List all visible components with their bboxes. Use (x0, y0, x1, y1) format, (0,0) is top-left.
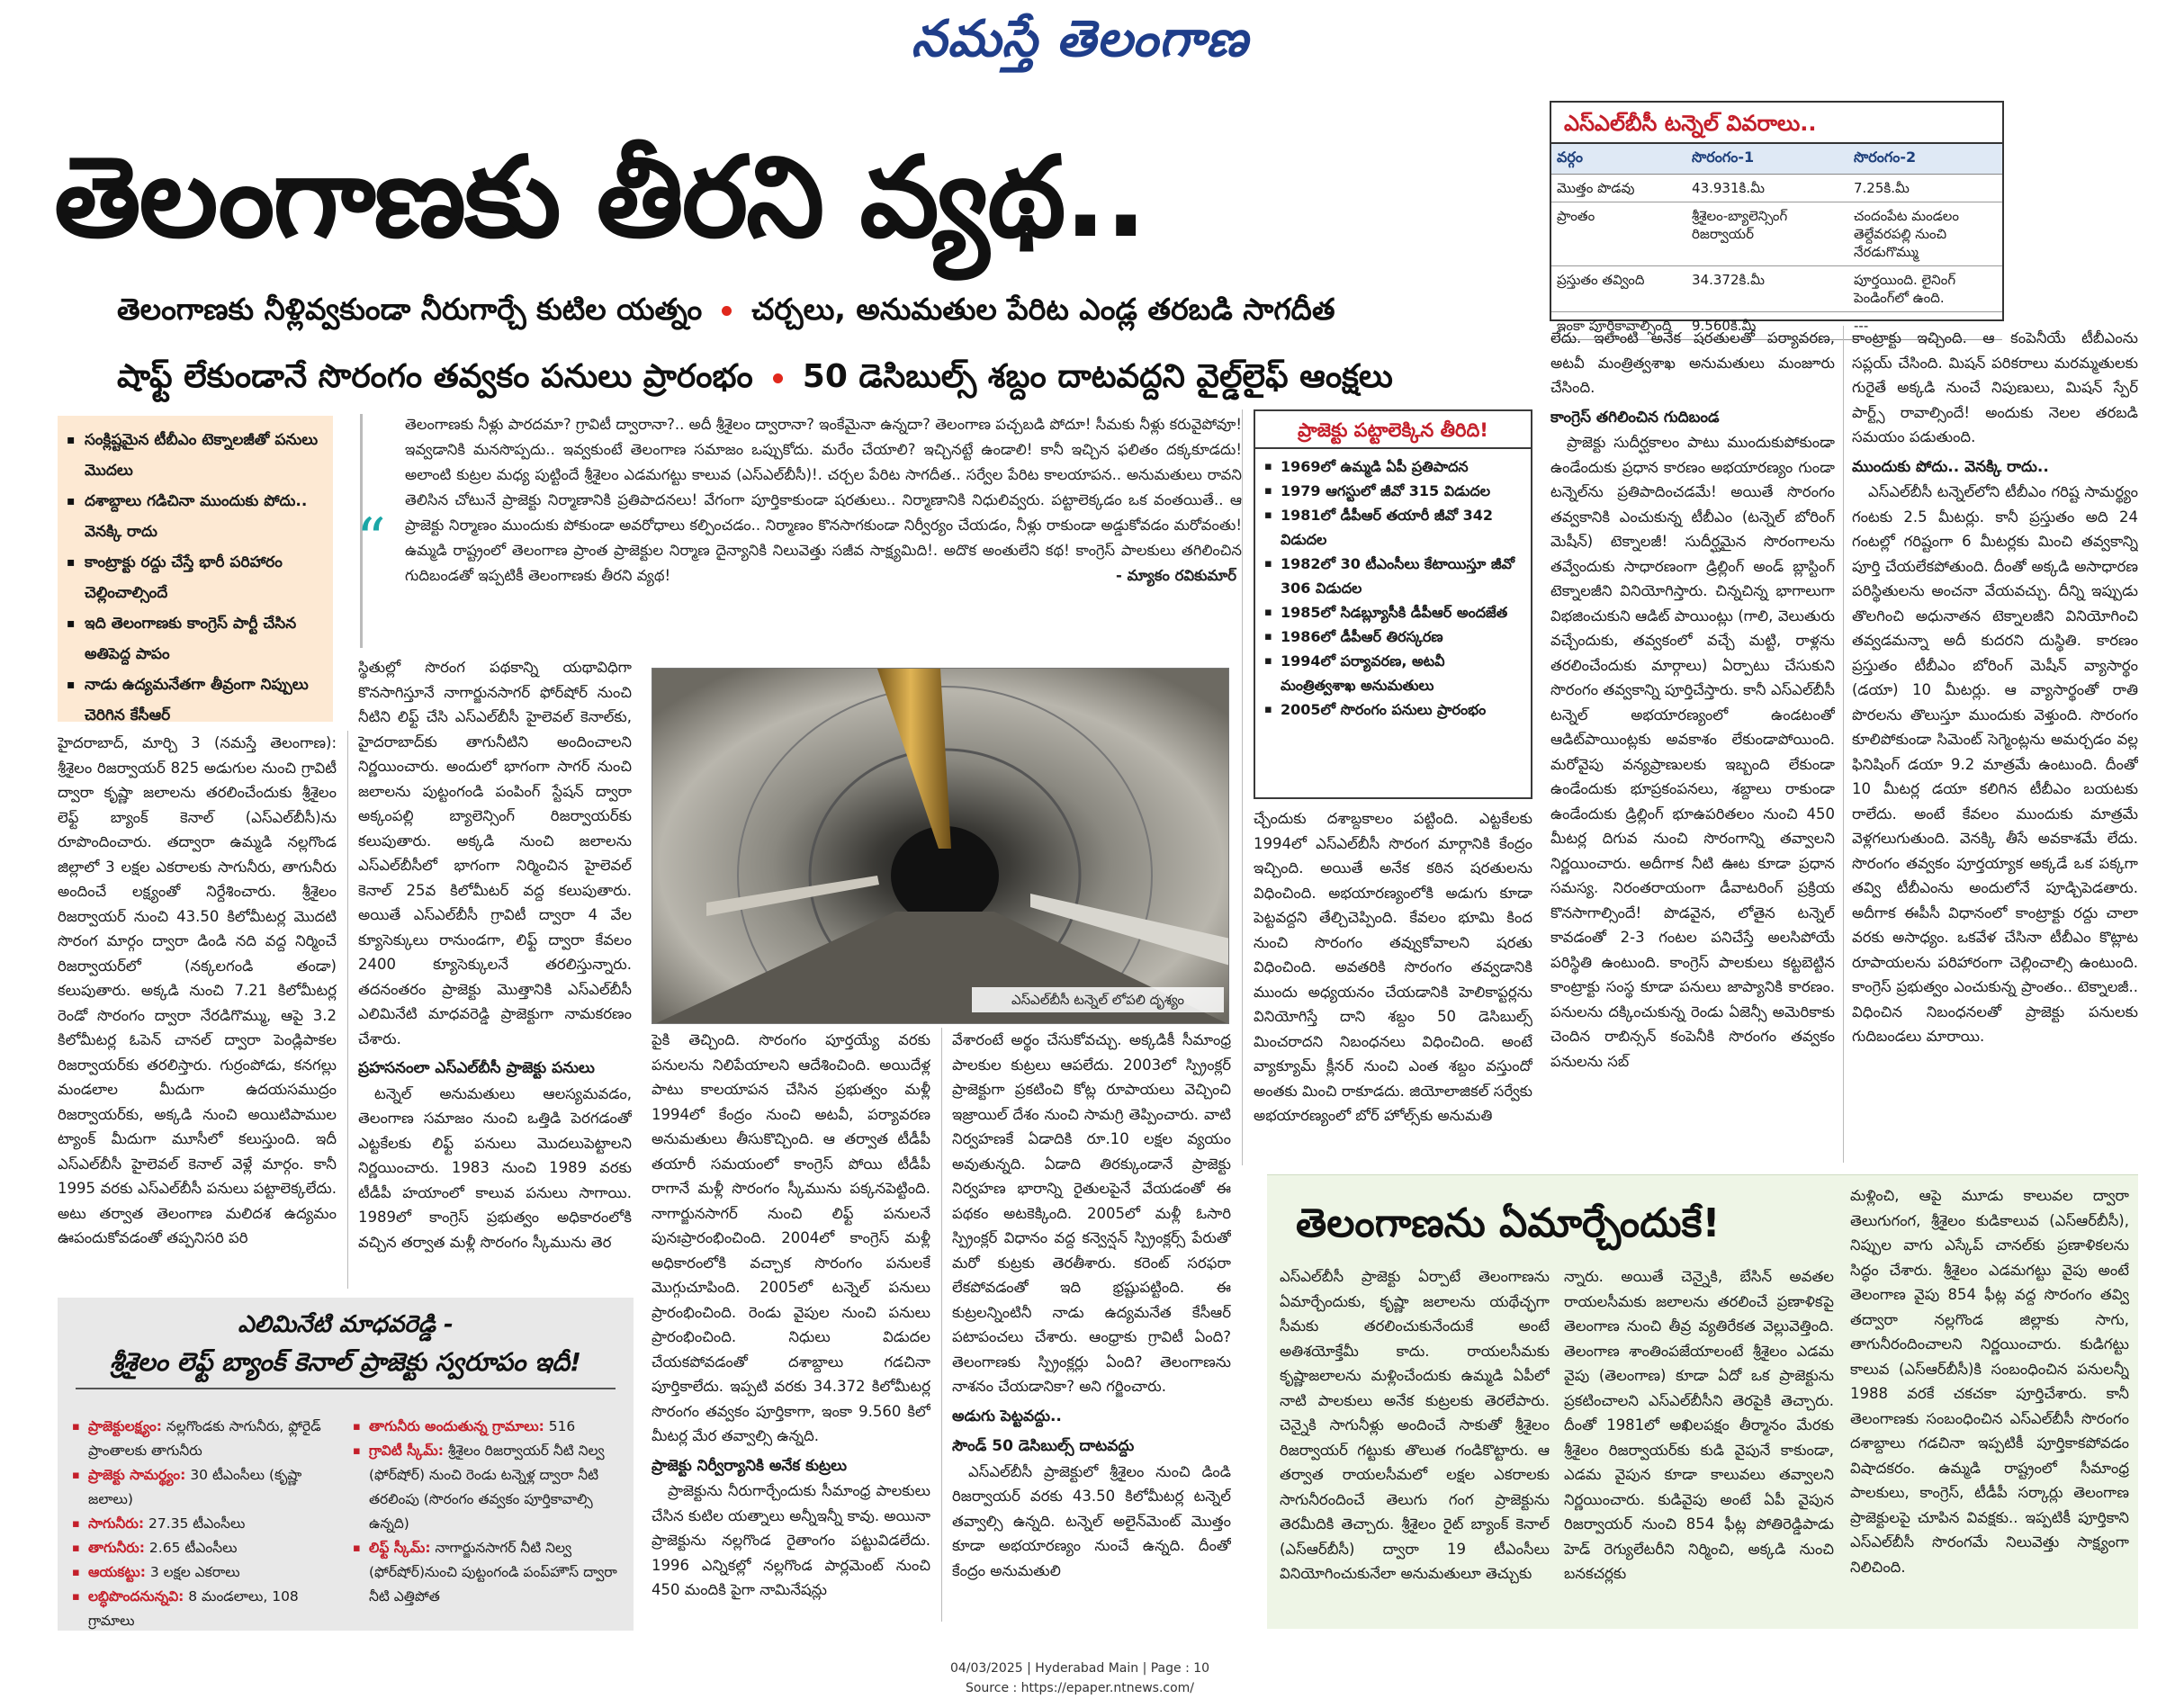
headline: తెలంగాణకు తీరని వ్యథ.. (54, 133, 1146, 263)
subheading: ప్రహసనంలా ఎస్‌ఎల్‌బీసీ ప్రాజెక్టు పనులు (358, 1059, 595, 1077)
table-row (1551, 202, 2002, 266)
bullet-dot-icon (773, 373, 783, 383)
list-item: ▪ 1982లో 30 టీఎంసీలు కేటాయిస్తూ జీవో 306 విడుదల (1264, 552, 1523, 600)
list-item: ▪ 1986లో డీపీఆర్ తిరస్కరణ (1264, 625, 1523, 649)
byline: - మ్యాకం రవికుమార్ (1115, 567, 1236, 584)
list-item: ▪ 2005లో సొరంగం పనులు ప్రారంభం (1264, 697, 1523, 722)
list-item (72, 1585, 342, 1633)
masthead-logo: నమస్తే తెలంగాణ (911, 9, 1249, 68)
sidebar-story-title: తెలంగాణను ఏమార్చేందుకే! (1296, 1200, 1721, 1246)
list-item: ▪ నాడు ఉద్యమనేతగా తీవ్రంగా నిప్పులు చెరిగిన కేసీఆర్ (65, 670, 324, 731)
timeline-list (1255, 449, 1531, 722)
list-item (353, 1536, 623, 1609)
quote-mark-icon: “ (356, 507, 386, 573)
list-item: ▪ కాంట్రాక్టు రద్దు చేస్తే భారీ పరిహారం చెల్లించాల్సిందే (65, 547, 324, 608)
item-value: 516 (548, 1418, 576, 1434)
item-value: 30 టీఎంసీలు (కృష్ణా జలాలు) (88, 1467, 302, 1507)
deck-1a: తెలంగాణకు నీళ్లివ్వకుండా నీరుగార్చే కుటిల యత్నం (117, 292, 703, 327)
table-cell: ప్రాంతం (1551, 202, 1686, 266)
project-profile-box (58, 1298, 634, 1631)
sidebar-story-column-1 (1280, 1264, 1550, 1620)
table-cell: 9.560కి.మీ (1686, 312, 1848, 340)
list-item: ▪ ఇది తెలంగాణకు కాంగ్రెస్ పార్టీ చేసిన అతిపెద్ద పాపం (65, 608, 324, 670)
table-cell: ఇంకా పూర్తికావాల్సింది (1551, 312, 1686, 340)
deck-2b: 50 డెసిబుల్స్ శబ్దం దాటవద్దని వైల్డ్‌లైఫ్ ఆంక్షలు (802, 358, 1393, 395)
item-key: సాగునీరు: (88, 1515, 145, 1532)
paragraph: ప్రాజెక్టు సుదీర్ఘకాలం పాటు ముందుకుపోకుండా ఉండేందుకు ప్రధాన కారణం అభయారణ్యం గుండా టన్నెల్‌ను ప్రతిపాదించడమే! అయితే సొరంగం తవ్వకానికి ఎంచుకున్న టీబీఎం (టన్నెల్ బోరింగ్ మెషీన్) టెక్నాలజీ! సుదీర్ఘమైన సొరంగాలను తవ్వేందుకు సాధారణంగా డ్రిల్లింగ్ అండ్ బ్లాస్టింగ్ టెక్నాలజీని వినియోగిస్తారు. చిన్నచిన్న భాగాలుగా విభజించుకుని ఆడిట్ పాయింట్లు (గాలి, వెలుతురు వచ్చేందుకు, తవ్వకంలో వచ్చే మట్టి, రాళ్లను తరలించేందుకు మార్గాలు) ఏర్పాటు చేసుకుని సొరంగం తవ్వకాన్ని పూర్తిచేస్తారు. కానీ ఎస్‌ఎల్‌బీసీ టన్నెల్ అభయారణ్యంలో ఉండటంతో ఆడిట్‌పాయింట్లకు అవకాశం లేకుండాపోయింది. మరోవైపు వన్యప్రాణులకు ఇబ్బంది లేకుండా ఉండేందుకు భూప్రకంపనలు, శబ్దాలు రాకుండా ఉండేందుకు డ్రిల్లింగ్ భూఉపరితలం నుంచి 450 మీటర్ల దిగువ నుంచి సొరంగాన్ని తవ్వాలని నిర్ణయించారు. అదీగాక నీటి ఊట కూడా ప్రధాన సమస్య. నిరంతరాయంగా డీవాటరింగ్ ప్రక్రియ కొనసాగాల్సిందే! పొడవైన, లోతైన టన్నెల్ కావడంతో 2-3 గంటల పనిచేస్తే అలసిపోయే పరిస్థితి ఉంటుంది. కాంగ్రెస్ పాలకులు కట్టబెట్టిన కాంట్రాక్టు సంస్థ కూడా పనులు జాప్యానికి కారణం. పనులను దక్కించుకున్న రెండు ఏజెన్సీ అమెరికాకు చెందిన రాబిన్సన్ కంపెనీకి సొరంగం తవ్వకం పనులను సబ్ (1550, 434, 1835, 1070)
sidebar-story-column-2 (1564, 1264, 1834, 1620)
list-item: ▪ 1981లో డీపీఆర్ తయారీ జీవో 342 విడుదల (1264, 503, 1523, 552)
subheading: అడుగు పెట్టవద్దు.. (952, 1407, 1062, 1425)
table-row (1551, 175, 2002, 202)
item-value: శ్రీశైలం రిజర్వాయర్ నీటి నిల్వ (ఫోర్‌షోర్) నుంచి రెండు టన్నెళ్ల ద్వారా నీటి తరలింపు (సొరంగం తవ్వకం పూర్తికావాల్సి ఉన్నది) (369, 1443, 605, 1532)
table-header-row (1551, 144, 2002, 175)
item-key: తాగునీరు: (88, 1540, 145, 1556)
paragraph: హైదరాబాద్, మార్చి 3 (నమస్తే తెలంగాణ): శ్రీశైలం రిజర్వాయర్ 825 అడుగుల నుంచి గ్రావిటీ ద్వారా కృష్ణా జలాలను తరలించేందుకు శ్రీశైలం లెఫ్ట్ బ్యాంక్ కెనాల్ (ఎస్‌ఎల్‌బీసీ)ను రూపొందించారు. తద్వారా ఉమ్మడి నల్లగొండ జిల్లాలో 3 లక్షల ఎకరాలకు సాగునీరు, తాగునీరు అందించే లక్ష్యంతో నిర్దేశించారు. శ్రీశైలం రిజర్వాయర్ నుంచి 43.50 కిలోమీటర్ల మొదటి సొరంగ మార్గం ద్వారా డిండి నది వద్ద నిర్మించే రిజర్వాయర్‌లో (నక్కలగండి తండా) కలుపుతారు. అక్కడి నుంచి 7.21 కిలోమీటర్ల రెండో సొరంగం ద్వారా నేరడిగొమ్ము, ఆపై 3.2 కిలోమీటర్ల ఓపెన్ చానల్ ద్వారా పెండ్లిపాకల రిజర్వాయర్‌కు తరలిస్తారు. గుర్రంపోడు, కనగల్లు మండలాల మీదుగా ఉదయసముద్రం రిజర్వాయర్‌కు, అక్కడి నుంచి అయిటిపాముల ట్యాంక్ మీదుగా మూసీలో కలుస్తుంది. ఇదీ ఎస్‌ఎల్‌బీసీ హైలెవల్ కెనాల్ వెళ్లే మార్గం. కానీ 1995 వరకు ఎస్‌ఎల్‌బీసీ పనులు పట్టాలెక్కలేదు. అటు తర్వాత తెలంగాణ మలిదశ ఉద్యమం ఊపందుకోవడంతో తప్పనిసరి పరి (58, 734, 337, 1246)
table-cell: 43.931కి.మీ (1686, 175, 1848, 202)
table-cell: --- (1848, 312, 2002, 340)
list-item (72, 1463, 342, 1512)
list-item: ▪ 1994లో పర్యావరణ, అటవీ మంత్రిత్వశాఖ అనుమతులు (1264, 649, 1523, 697)
list-item: ▪ 1985లో సిడబ్ల్యూసీకి డీపీఆర్ అందజేత (1264, 600, 1523, 625)
item-value: 27.35 టీఎంసీలు (148, 1515, 246, 1532)
item-key: తాగునీరు అందుతున్న గ్రామాలు: (369, 1418, 544, 1434)
paragraph: ఎస్‌ఎల్‌బీసీ టన్నెల్‌లోని టీబీఎం గరిష్ట సామర్థ్యం గంటకు 2.5 మీటర్లు. కానీ ప్రస్తుతం అది 24 గంటల్లో గరిష్టంగా 6 మీటర్లకు మించి తవ్వకాన్ని పూర్తి చేయలేకపోతుంది. దీంతో అక్కడి అసాధారణ పరిస్థితులను అంచనా వేయవచ్చు. దీన్ని ఇప్పుడు తొలగించి అధునాతన టెక్నాలజీని వినియోగించి తవ్వడమన్నా అదీ కుదరని దుస్థితి. కారణం ప్రస్తుతం టీబీఎం బోరింగ్ మెషీన్ వ్యాసార్థం (డయా) 10 మీటర్లు. ఆ వ్యాసార్థంతో రాతి పొరలను తొలుస్తూ ముందుకు వెళ్తుంది. సొరంగం కూలిపోకుండా సిమెంట్ సెగ్మెంట్లను అమర్చడం వల్ల ఫినిషింగ్ డయా 9.2 మాత్రమే ఉంటుంది. దీంతో 10 మీటర్ల డయా కలిగిన టీబీఎం బయటకు రాలేదు. అంటే కేవలం ముందుకు మాత్రమే వెళ్లగలుగుతుంది. వెనక్కి తీసే అవకాశమే లేదు. సొరంగం తవ్వకం పూర్తయ్యాక అక్కడే ఒక పక్కగా తవ్వి టీబీఎంను అందులోనే పూడ్చిపెడతారు. అదీగాక ఈపీసీ విధానంలో కాంట్రాక్టు రద్దు చాలా వరకు అసాధ్యం. ఒకవేళ చేసినా టీబీఎం కొట్లాట రూపాయలను పరిహారంగా చెల్లించాల్సి ఉంటుంది. కాంగ్రెస్ ప్రభుత్వం ఎంచుకున్న ప్రాంతం.. టెక్నాలజీ.. విధించిన నిబంధనలతో ప్రాజెక్టు పనులకు గుదిబండలు మారాయి. (1852, 483, 2138, 1045)
deck-1b: చర్చలు, అనుమతుల పేరిట ఎండ్ల తరబడి సాగదీత (751, 292, 1335, 327)
profile-left-column (72, 1415, 342, 1633)
item-key: ప్రాజెక్టు సామర్థ్యం: (88, 1467, 186, 1483)
paragraph: స్థితుల్లో సొరంగ పథకాన్ని యథావిధిగా కొనసాగిస్తూనే నాగార్జునసాగర్ ఫోర్‌షోర్ నుంచి నీటిని లిఫ్ట్ చేసి ఎస్‌ఎల్‌బీసీ హైలెవల్ కెనాల్‌కు, హైదరాబాద్‌కు తాగునీటిని అందించాలని నిర్ణయించారు. అందులో భాగంగా సాగర్ నుంచి జలాలను పుట్టంగండి పంపింగ్ స్టేషన్ ద్వారా అక్కంపల్లి బ్యాలెన్సింగ్ రిజర్వాయర్‌కు కలుపుతారు. అక్కడి నుంచి జలాలను ఎస్‌ఎల్‌బీసీలో భాగంగా నిర్మించిన హైలెవల్ కెనాల్ 25వ కిలోమీటర్ వద్ద కలుపుతారు. అయితే ఎస్‌ఎల్‌బీసీ గ్రావిటీ ద్వారా 4 వేల క్యూసెక్కులు రానుండగా, లిఫ్ట్ ద్వారా కేవలం 2400 క్యూసెక్కులనే తరలిస్తున్నారు. తదనంతరం ప్రాజెక్టు మొత్తానికి ఎస్‌ఎల్‌బీసీ ఎలిమినేటి మాధవరెడ్డి ప్రాజెక్టుగా నామకరణం చేశారు. (358, 659, 632, 1047)
bullet-dot-icon (722, 306, 732, 316)
table-header: సొరంగం-2 (1848, 144, 2002, 175)
footer-source[interactable]: Source : https://epaper.ntnews.com/ (965, 1681, 1195, 1695)
table-title: ఎస్‌ఎల్‌బీసీ టన్నెల్ వివరాలు.. (1551, 103, 2002, 144)
box-title: ఎలిమినేటి మాధవరెడ్డి - (238, 1311, 454, 1338)
list-item (72, 1415, 342, 1463)
subheading: ముందుకు పోదు.. వెనక్కి రాదు.. (1852, 457, 2049, 476)
item-value: 2.65 టీఎంసీలు (148, 1540, 238, 1556)
table-cell: 34.372కి.మీ (1686, 266, 1848, 312)
photo-caption: ఎస్‌ఎల్‌బీసీ టన్నెల్ లోపలి దృశ్యం (972, 987, 1224, 1012)
article-column-1 (58, 731, 337, 1271)
item-key: ప్రాజెక్టులక్ష్యం: (88, 1418, 162, 1434)
profile-right-column (353, 1415, 623, 1609)
list-item (72, 1512, 342, 1536)
table-cell: పూర్తయింది. లైనింగ్ పెండింగ్‌లో ఉంది. (1848, 266, 2002, 312)
list-item (353, 1439, 623, 1536)
tunnel-table-grid (1551, 144, 2002, 340)
subheading: కాంగ్రెస్ తగిలించిన గుదిబండ (1550, 408, 1720, 427)
paragraph: వేశారంటే అర్థం చేసుకోవచ్చు. అక్కడికీ సీమాంధ్ర పాలకుల కుట్రలు ఆపలేదు. 2003లో స్ప్రింక్లర్ ప్రాజెక్టుగా ప్రకటించి కోట్ల రూపాయలు వెచ్చించి ఇజ్రాయిల్ దేశం నుంచి సామగ్రి తెప్పించారు. వాటి నిర్వహణకే ఏడాదికి రూ.10 లక్షల వ్యయం అవుతున్నది. ఏడాది తిరక్కుండానే ప్రాజెక్టు నిర్వహణ భారాన్ని రైతులపైనే వేయడంతో ఈ పథకం అటకెక్కింది. 2005లో మళ్లీ ఓసారి స్ప్రింక్లర్ విధానం వద్ద కన్వెన్షన్ స్ప్రింక్లర్స్ పేరుతో మరో కుట్రకు తెరతీశారు. కరెంట్ సరఫరా లేకపోవడంతో ఇది భ్రష్టుపట్టింది. ఈ కుట్రలన్నింటినీ నాడు ఉద్యమనేత కేసీఆర్ పటాపంచలు చేశారు. ఆంధ్రాకు గ్రావిటీ ఏంది? తెలంగాణకు స్ప్రింక్లర్లు ఏంది? తెలంగాణను నాశనం చేయడానికా? అని గర్జించారు. (952, 1031, 1231, 1395)
subheading: ప్రాజెక్టు నిర్వీర్యానికి అనేక కుట్రలు (652, 1456, 848, 1475)
table-cell: ప్రస్తుతం తవ్వింది (1551, 266, 1686, 312)
paragraph: కాంట్రాక్టు ఇచ్చింది. ఆ కంపెనీయే టీబీఎంను సప్లయ్ చేసింది. మిషన్ పరికరాలు మరమ్మతులకు గురైతే అక్కడి నుంచే నిపుణులు, మిషన్ స్పేర్ పార్ట్స్ రావాల్సిందే! అందుకు నెలల తరబడి సమయం పడుతుంది. (1852, 329, 2138, 445)
item-key: గ్రావిటీ స్కీమ్: (369, 1443, 444, 1459)
table-header: సొరంగం-1 (1686, 144, 1848, 175)
paragraph: టన్నెల్ అనుమతులు ఆలస్యమవడం, తెలంగాణ సమాజం నుంచి ఒత్తిడి పెరగడంతో ఎట్టకేలకు లిఫ్ట్ పనులు మొదలుపెట్టాలని నిర్ణయించారు. 1983 నుంచి 1989 వరకు టీడీపీ హయాంలో కాలువ పనులు సాగాయి. 1989లో కాంగ్రెస్ ప్రభుత్వం అధికారంలోకి వచ్చిన తర్వాత మళ్లీ సొరంగం స్కీమును తెర (358, 1084, 632, 1251)
list-item: ▪ సంక్లిష్టమైన టీబీఎం టెక్నాలజీతో పనులు మొదలు (65, 425, 324, 486)
item-value: నాగార్జునసాగర్ నీటి నిల్వ (ఫోర్‌షోర్)నుంచి పుట్టంగండి పంప్‌హౌస్ ద్వారా నీటి ఎత్తిపోత (369, 1540, 617, 1605)
article-column-5 (1254, 806, 1532, 1166)
sidebar-story-column-3 (1850, 1183, 2129, 1620)
paragraph: ఎస్‌ఎల్‌బీసీ ప్రాజెక్టులో శ్రీశైలం నుంచి డిండి రిజర్వాయర్ వరకు 43.50 కిలోమీటర్ల టన్నెల్ తవ్వాల్సి ఉన్నది. టన్నెల్ అలైన్‌మెంట్ మొత్తం కూడా అభయారణ్యం నుంచే ఉన్నది. దీంతో కేంద్రం అనుమతులి (952, 1462, 1231, 1579)
item-value: 8 మండలాలు, 108 గ్రామాలు (88, 1588, 299, 1629)
column-rule (1843, 326, 1844, 1163)
highlights-box (58, 416, 333, 722)
item-value: 3 లక్షల ఎకరాలు (149, 1564, 240, 1580)
footer-dateline: 04/03/2025 | Hyderabad Main | Page : 10 (949, 1661, 1210, 1676)
list-item: ▪ 1979 ఆగస్టులో జీవో 315 విడుదల (1264, 479, 1523, 503)
subheading: సౌండ్ 50 డెసిబుల్స్ దాటవద్దు (952, 1437, 1135, 1455)
page-footer (810, 1659, 1350, 1700)
box-subtitle: శ్రీశైలం లెఫ్ట్ బ్యాంక్ కెనాల్ ప్రాజెక్టు స్వరూపం ఇదీ! (110, 1347, 581, 1377)
paragraph: ఎస్‌ఎల్‌బీసీ ప్రాజెక్టు ఏర్పాటే తెలంగాణను ఏమార్చేందుకు, కృష్ణా జలాలను యథేచ్ఛగా సీమకు తరలించుకునేందుకే అంటే అతిశయోక్తేమీ కాదు. రాయలసీమకు కృష్ణాజలాలను మళ్లించేందుకు ఉమ్మడి ఏపీలో నాటి పాలకులు అనేక కుట్రలకు తెరలేపారు. చెన్నైకి సాగునీళ్లు అందించే సాకుతో శ్రీశైలం రిజర్వాయర్ గట్టుకు తొలుత గండికొట్టారు. ఆ తర్వాత రాయలసీమలో లక్షల ఎకరాలకు సాగునీరందించే తెలుగు గంగ ప్రాజెక్టును తెరమీదికి తెచ్చారు. శ్రీశైలం రైట్ బ్యాంక్ కెనాల్ (ఎస్‌ఆర్‌బీసీ) ద్వారా 19 టీఎంసీలు వినియోగించుకునేలా అనుమతులూ తెచ్చుకు (1280, 1268, 1550, 1582)
quote-text: తెలంగాణకు నీళ్లు పారదమా? గ్రావిటీ ద్వారానా?.. అదీ శ్రీశైలం ద్వారానా? ఇంకేమైనా ఉన్నదా? తెలంగాణ పచ్చబడి పోదూ! సీమకు నీళ్లు కరువైపోవూ! ఇవ్వడానికి మనసొప్పదు.. ఇవ్వకుంటే తెలంగాణ సమాజం ఒప్పుకోదు. మరేం చేయాలి? ఇచ్చినట్టే ఉండాలి! కానీ ఇచ్చిన ఫలితం దక్కకూడదు! అలాంటి కుట్రల మధ్య పుట్టిందే శ్రీశైలం ఎడమగట్టు కాలువ (ఎస్‌ఎల్‌బీసీ)!. చర్చల పేరిట సాగదీత.. సర్వేల పేరిట కాలయాపన.. అనుమతులు రావని తెలిసిన చోటునే ప్రాజెక్టు నిర్మాణానికి ప్రతిపాదనలు! వేగంగా పూర్తికాకుండా షరతులు.. నిర్మాణానికి నిధులివ్వరు. పట్టాలెక్కడం ఒక వంతయితే.. ఆ ప్రాజెక్టు నిర్మాణం ముందుకు పోకుండా అవరోధాలు కల్పించడం.. నిర్మాణం కొనసాగకుండా నిర్వీర్యం చేయడం, నీళ్లు రాకుండా అడ్డుకోవడం మరోవంతు! ఉమ్మడి రాష్ట్రంలో తెలంగాణ ప్రాంత ప్రాజెక్టుల నిర్మాణ దైన్యానికి నిలువెత్తు సజీవ సాక్ష్యమిది!. అదొక అంతులేని కథ! కాంగ్రెస్ పాలకులు తగిలించిన గుదిబండతో ఇప్పటికీ తెలంగాణకు తీరని వ్యథ! (405, 416, 1242, 584)
deck-2a: షాఫ్ట్ లేకుండానే సొరంగం తవ్వకం పనులు ప్రారంభం (117, 358, 753, 395)
paragraph: పైకి తెచ్చింది. సొరంగం పూర్తయ్యే వరకు పనులను నిలిపేయాలని ఆదేశించింది. అయిదేళ్ల పాటు కాలయాపన చేసిన ప్రభుత్వం మళ్లీ 1994లో కేంద్రం నుంచి అటవీ, పర్యావరణ అనుమతులు తీసుకొచ్చింది. ఆ తర్వాత టీడీపీ తయారీ సమయంలో కాంగ్రెస్ పోయి టీడీపీ రాగానే మళ్లీ సొరంగం స్కీమును పక్కనపెట్టింది. నాగార్జునసాగర్ నుంచి లిఫ్ట్ పనులనే పునఃప్రారంభించింది. 2004లో కాంగ్రెస్ మళ్లీ అధికారంలోకి వచ్చాక సొరంగం పనులకే మొగ్గుచూపింది. 2005లో టన్నెల్ పనులు ప్రారంభించింది. రెండు వైపుల నుంచి పనులు ప్రారంభించింది. నిధులు విడుదల చేయకపోవడంతో దశాబ్దాలు గడచినా పూర్తికాలేదు. ఇప్పటి వరకు 34.372 కిలోమీటర్ల సొరంగం తవ్వకం పూర్తికాగా, ఇంకా 9.560 కిలో మీటర్ల మేర తవ్వాల్సి ఉన్నది. (652, 1031, 930, 1444)
article-column-2 (358, 655, 632, 1285)
item-key: లిఫ్ట్ స్కీమ్: (369, 1540, 431, 1556)
table-header: వర్గం (1551, 144, 1686, 175)
column-rule (941, 1028, 942, 1622)
table-row (1551, 266, 2002, 312)
article-column-6 (1550, 326, 1835, 1164)
list-item: ▪ 1969లో ఉమ్మడి ఏపీ ప్రతిపాదన (1264, 454, 1523, 479)
list-item: ▪ దశాబ్దాలు గడిచినా ముందుకు పోదు.. వెనక్కి రాదు (65, 486, 324, 547)
intro-quote (405, 412, 1242, 642)
paragraph: లేదు. ఇలాంటి అనేక షరతులతో పర్యావరణ, అటవీ మంత్రిత్వశాఖ అనుమతులు మంజూరు చేసింది. (1550, 329, 1835, 396)
paragraph: న్నారు. అయితే చెన్నైకి, బేసిన్ అవతల రాయలసీమకు జలాలను తరలించే ప్రణాళికపై తెలంగాణ నుంచి తీవ్ర వ్యతిరేకత వెల్లువెత్తింది. తెలంగాణ శాంతింపజేయాలంటే శ్రీశైలం ఎడమ వైపు (తెలంగాణ) కూడా ఏదో ఒక ప్రాజెక్టును ప్రకటించాలని ఎస్‌ఎల్‌బీసీని తెరపైకి తెచ్చారు. దీంతో 1981లో అఖిలపక్షం తీర్మానం మేరకు శ్రీశైలం రిజర్వాయర్‌కు కుడి వైపునే కాకుండా, ఎడమ వైపున కూడా కాలువలు తవ్వాలని నిర్ణయించారు. కుడివైపు అంటే ఏపీ వైపున రిజర్వాయర్ నుంచి 854 ఫీట్ల పోతిరెడ్డిపాడు హెడ్ రెగ్యులేటరీని నిర్మించి, అక్కడి నుంచి బనకచర్లకు (1564, 1268, 1834, 1582)
tunnel-illustration (652, 669, 1229, 1024)
deck-line-1 (117, 286, 1467, 333)
divider (76, 1388, 616, 1389)
list-item (72, 1536, 342, 1560)
timeline-box (1254, 409, 1532, 799)
article-column-3 (652, 1028, 930, 1622)
paragraph: చ్చేందుకు దశాబ్దకాలం పట్టింది. ఎట్టకేలకు 1994లో ఎస్‌ఎల్‌బీసీ సొరంగ మార్గానికి కేంద్రం ఇచ్చింది. అయితే అనేక కఠిన షరతులను విధించింది. అభయారణ్యంలోకి అడుగు కూడా పెట్టవద్దని తేల్చిచెప్పింది. కేవలం భూమి కింద నుంచి సొరంగం తవ్వుకోవాలని షరతు విధించింది. అవతరికి సొరంగం తవ్వడానికి ముందు అధ్యయనం చేయడానికి హెలికాప్టర్లను వినియోగిస్తే దాని శబ్దం 50 డెసిబుల్స్ మించరాదని నిబంధనలు విధించింది. అంటే వ్యాక్యూమ్ క్లీనర్ నుంచి ఎంత శబ్దం వస్తుందో అంతకు మించి రాకూడదు. జియోలాజికల్ సర్వేకు అభయారణ్యంలో బోర్ హోల్స్‌కు అనుమతి (1254, 810, 1532, 1124)
highlights-list (65, 425, 324, 731)
table-cell: 7.25కి.మీ (1848, 175, 2002, 202)
item-key: లబ్ధిపొందనున్నవి: (88, 1588, 184, 1605)
column-rule (1242, 409, 1243, 1165)
tunnel-photo (652, 668, 1229, 1024)
paragraph: ప్రాజెక్టును నీరుగార్చేందుకు సీమాంధ్ర పాలకులు చేసిన కుటిల యత్నాలు అన్నీఇన్నీ కావు. అయినా ప్రాజెక్టును నల్లగొండ రైతాంగం పట్టువిడలేదు. 1996 ఎన్నికల్లో నల్లగొండ పార్లమెంట్ నుంచి 450 మందికి పైగా నామినేషన్లు (652, 1482, 930, 1598)
item-key: ఆయకట్టు: (88, 1564, 146, 1580)
column-rule (347, 731, 348, 1289)
article-column-7 (1852, 326, 2138, 1164)
paragraph: మళ్లించి, ఆపై మూడు కాలువల ద్వారా తెలుగుగంగ, శ్రీశైలం కుడికాలువ (ఎస్‌ఆర్‌బీసీ), నిప్పుల వాగు ఎస్కేప్ చానల్‌కు ప్రణాళికలను సిద్ధం చేశారు. శ్రీశైలం ఎడమగట్టు వైపు అంటే తెలంగాణ వైపు 854 ఫీట్ల వద్ద సొరంగం తవ్వి తద్వారా నల్లగొండ జిల్లాకు సాగు, తాగునీరందించాలని నిర్ణయించారు. కుడిగట్టు కాలువ (ఎస్‌ఆర్‌బీసీ)కి సంబంధించిన పనులన్నీ 1988 వరకే చకచకా పూర్తిచేశారు. కానీ తెలంగాణకు సంబంధించిన ఎస్‌ఎల్‌బీసీ సొరంగం దశాబ్దాలు గడచినా ఇప్పటికీ పూర్తికాకపోవడం విషాదకరం. ఉమ్మడి రాష్ట్రంలో సీమాంధ్ర పాలకులు, కాంగ్రెస్, టీడీపీ సర్కార్లు తెలంగాణ ప్రాజెక్టులపై చూపిన వివక్షకు.. ఇప్పటికీ పూర్తికాని ఎస్‌ఎల్‌బీసీ సొరంగమే నిలువెత్తు సాక్ష్యంగా నిలిచింది. (1850, 1187, 2129, 1576)
tunnel-details-table (1550, 101, 2004, 334)
deck-line-2 (117, 351, 1467, 403)
table-cell: మొత్తం పొడవు (1551, 175, 1686, 202)
table-cell: శ్రీశైలం-బ్యాలెన్సింగ్ రిజర్వాయర్ (1686, 202, 1848, 266)
list-item (353, 1415, 623, 1439)
article-column-4 (952, 1028, 1231, 1622)
item-value: నల్లగొండకు సాగునీరు, ఫ్లోరైడ్ ప్రాంతాలకు తాగునీరు (88, 1418, 321, 1459)
timeline-title: ప్రాజెక్టు పట్టాలెక్కిన తీరిది! (1255, 411, 1531, 449)
table-cell: చందంపేట మండలం తెల్దేవరపల్లి నుంచి నేరడుగొమ్ము (1848, 202, 2002, 266)
list-item (72, 1560, 342, 1585)
